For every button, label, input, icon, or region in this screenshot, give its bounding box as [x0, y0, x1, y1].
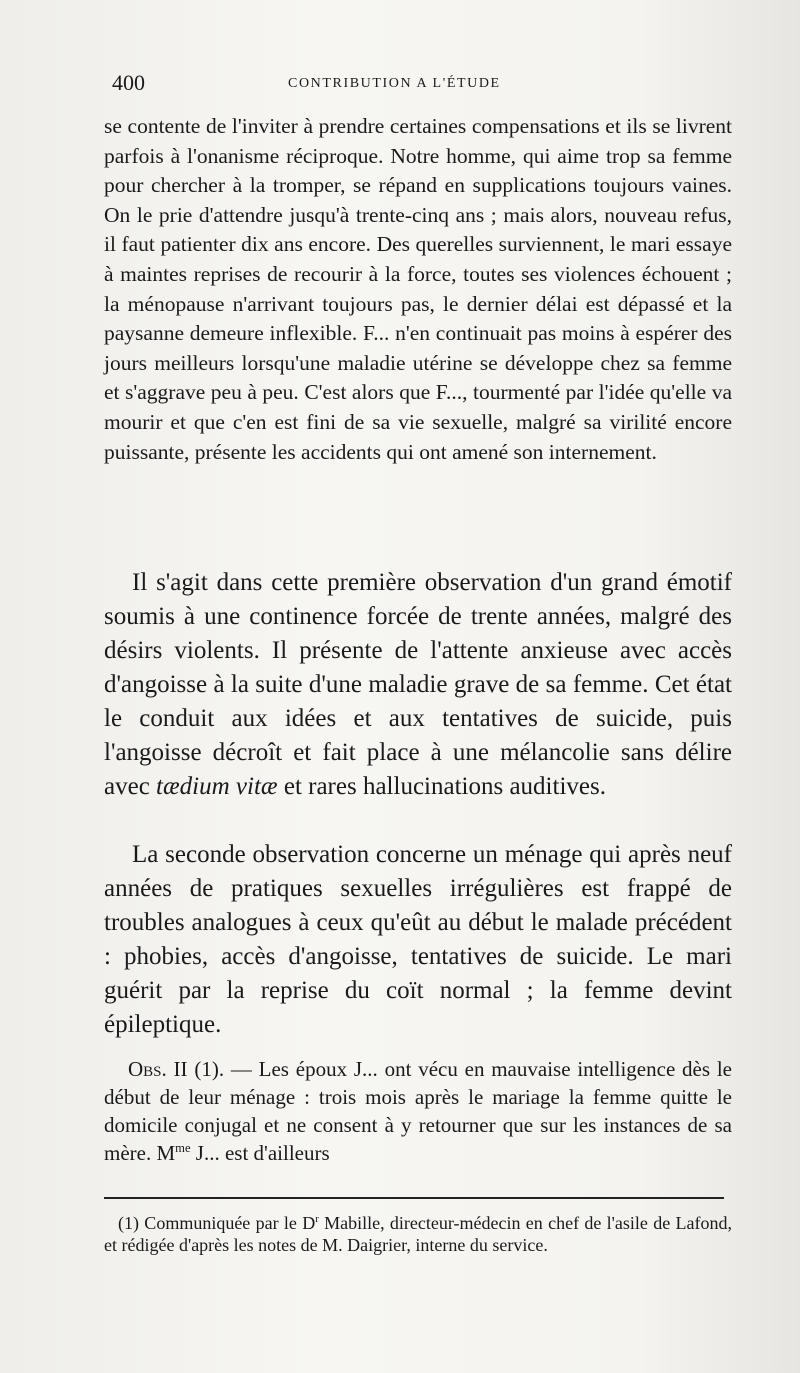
paragraph-text: La seconde observation concerne un ménage qui après neuf années de pratiques sexuelles irrégulières est frappé de troubles analogues à ceux qu'eût au début le malade précédent : phobies, accès d'angoisse, tentatives de suicide. Le mari guérit par la reprise du coït normal ; la femme devint épileptique. [104, 841, 732, 1038]
footnote-text [104, 1212, 732, 1256]
observation-text-part: — Les époux J... ont vécu en mauvaise intelligence dès le début de leur ménage : trois mois après le mariage la femme quitte le domicile conjugal et ne consent à y retourner que sur les instances de sa mère. M [104, 1057, 732, 1165]
paragraph-text [104, 566, 732, 804]
running-head [112, 70, 592, 100]
paragraph-text-part: et rares hallucinations auditives. [277, 773, 606, 800]
observation-text-part: J... est d'ailleurs [190, 1141, 330, 1165]
italic-latin-phrase: tædium vitæ [156, 773, 278, 800]
paragraph-text-part: Il s'agit dans cette première observation d'un grand émotif soumis à une continence forcée de trente années, malgré des désirs violents. Il présente de l'attente anxieuse avec accès d'angoisse à la suite d'une maladie grave de sa femme. Cet état le conduit aux idées et aux tentatives de suicide, puis l'angoisse décroît et fait place à une mélancolie sans délire avec [104, 569, 732, 800]
footnote-text-part: Communiquée par le D [139, 1213, 316, 1233]
footnote [104, 1212, 732, 1256]
observation-label: Obs. II [128, 1057, 188, 1081]
footnote-marker: (1) [118, 1213, 139, 1233]
page-number: 400 [112, 70, 145, 95]
body-paragraph-1 [104, 112, 732, 467]
body-paragraph-2 [104, 566, 732, 804]
paragraph-text: se contente de l'inviter à prendre certaines compensations et ils se livrent parfois à l'onanisme réciproque. Notre homme, qui aime trop sa femme pour chercher à la tromper, se répand en supplications toujours vaines. On le prie d'attendre jusqu'à trente-cinq ans ; mais alors, nouveau refus, il faut patienter dix ans encore. Des querelles surviennent, le mari essaye à maintes reprises de recourir à la force, toutes ses violences échouent ; la ménopause n'arrivant toujours pas, le dernier délai est dépassé et la paysanne demeure inflexible. F... n'en continuait pas moins à espérer des jours meilleurs lorsqu'une maladie utérine se développe chez sa femme et s'aggrave peu à peu. C'est alors que F..., tourmenté par l'idée qu'elle va mourir et que c'en est fini de sa vie sexuelle, malgré sa virilité encore puissante, présente les accidents qui ont amené son internement. [104, 114, 732, 464]
superscript: me [175, 1141, 191, 1155]
superscript: r [315, 1213, 319, 1225]
running-title: CONTRIBUTION A L'ÉTUDE [288, 76, 501, 91]
observation-paragraph [104, 1055, 732, 1167]
body-paragraph-3 [104, 838, 732, 1042]
footnote-text-part: Mabille, directeur-médecin en chef de l'asile de Lafond, et rédigée d'après les notes de M. Daigrier, interne du service. [104, 1213, 732, 1255]
footnote-rule [104, 1197, 724, 1199]
observation-text [104, 1055, 732, 1167]
footnote-reference: (1). [187, 1057, 225, 1081]
